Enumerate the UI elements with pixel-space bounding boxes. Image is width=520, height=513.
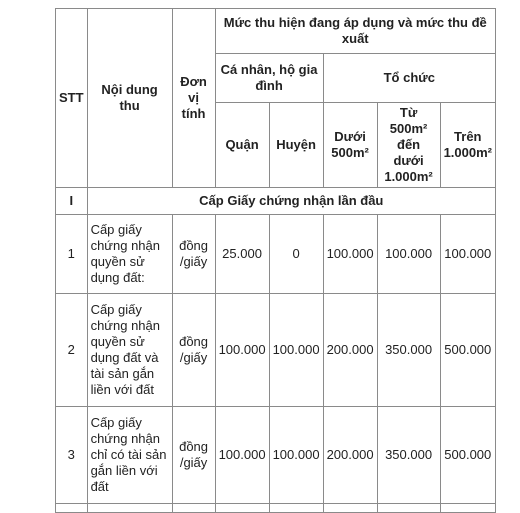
row-stt: 2 bbox=[56, 294, 88, 407]
row-huyen bbox=[269, 504, 323, 513]
section-number: I bbox=[56, 188, 88, 215]
header-unit: Đơn vị tính bbox=[172, 9, 215, 188]
header-stt: STT bbox=[56, 9, 88, 188]
row-quan: 100.000 bbox=[215, 407, 269, 504]
row-quan bbox=[215, 504, 269, 513]
row-quan: 100.000 bbox=[215, 294, 269, 407]
row-500-to-1000: 350.000 bbox=[377, 294, 440, 407]
table-row-partial bbox=[56, 504, 496, 513]
header-over-1000: Trên 1.000m² bbox=[440, 103, 495, 188]
row-over-1000 bbox=[440, 504, 495, 513]
row-under-500 bbox=[323, 504, 377, 513]
table-row bbox=[56, 407, 496, 504]
row-unit bbox=[172, 504, 215, 513]
table-row bbox=[56, 294, 496, 407]
row-over-1000: 500.000 bbox=[440, 294, 495, 407]
section-title: Cấp Giấy chứng nhận lần đầu bbox=[87, 188, 495, 215]
row-huyen: 100.000 bbox=[269, 294, 323, 407]
header-500-to-1000: Từ 500m² đến dưới 1.000m² bbox=[377, 103, 440, 188]
header-organizations: Tổ chức bbox=[323, 54, 495, 103]
row-stt: 1 bbox=[56, 215, 88, 294]
row-stt bbox=[56, 504, 88, 513]
table-row bbox=[56, 215, 496, 294]
header-rates-group: Mức thu hiện đang áp dụng và mức thu đề xuất bbox=[215, 9, 495, 54]
header-row-1 bbox=[56, 9, 496, 54]
row-content: Cấp giấy chứng nhận quyền sử dụng đất và tài sản gắn liền với đất bbox=[87, 294, 172, 407]
row-huyen: 100.000 bbox=[269, 407, 323, 504]
row-content bbox=[87, 504, 172, 513]
header-content: Nội dung thu bbox=[87, 9, 172, 188]
row-quan: 25.000 bbox=[215, 215, 269, 294]
header-individuals: Cá nhân, hộ gia đình bbox=[215, 54, 323, 103]
row-500-to-1000 bbox=[377, 504, 440, 513]
row-huyen: 0 bbox=[269, 215, 323, 294]
row-500-to-1000: 350.000 bbox=[377, 407, 440, 504]
row-500-to-1000: 100.000 bbox=[377, 215, 440, 294]
row-content: Cấp giấy chứng nhận chỉ có tài sản gắn liền với đất bbox=[87, 407, 172, 504]
row-under-500: 200.000 bbox=[323, 407, 377, 504]
row-stt: 3 bbox=[56, 407, 88, 504]
row-unit: đồng /giấy bbox=[172, 215, 215, 294]
row-under-500: 200.000 bbox=[323, 294, 377, 407]
row-under-500: 100.000 bbox=[323, 215, 377, 294]
row-over-1000: 500.000 bbox=[440, 407, 495, 504]
row-unit: đồng /giấy bbox=[172, 407, 215, 504]
row-unit: đồng /giấy bbox=[172, 294, 215, 407]
fee-table bbox=[55, 8, 496, 513]
header-quan: Quận bbox=[215, 103, 269, 188]
row-over-1000: 100.000 bbox=[440, 215, 495, 294]
section-row bbox=[56, 188, 496, 215]
header-under-500: Dưới 500m² bbox=[323, 103, 377, 188]
header-huyen: Huyện bbox=[269, 103, 323, 188]
row-content: Cấp giấy chứng nhận quyền sử dụng đất: bbox=[87, 215, 172, 294]
